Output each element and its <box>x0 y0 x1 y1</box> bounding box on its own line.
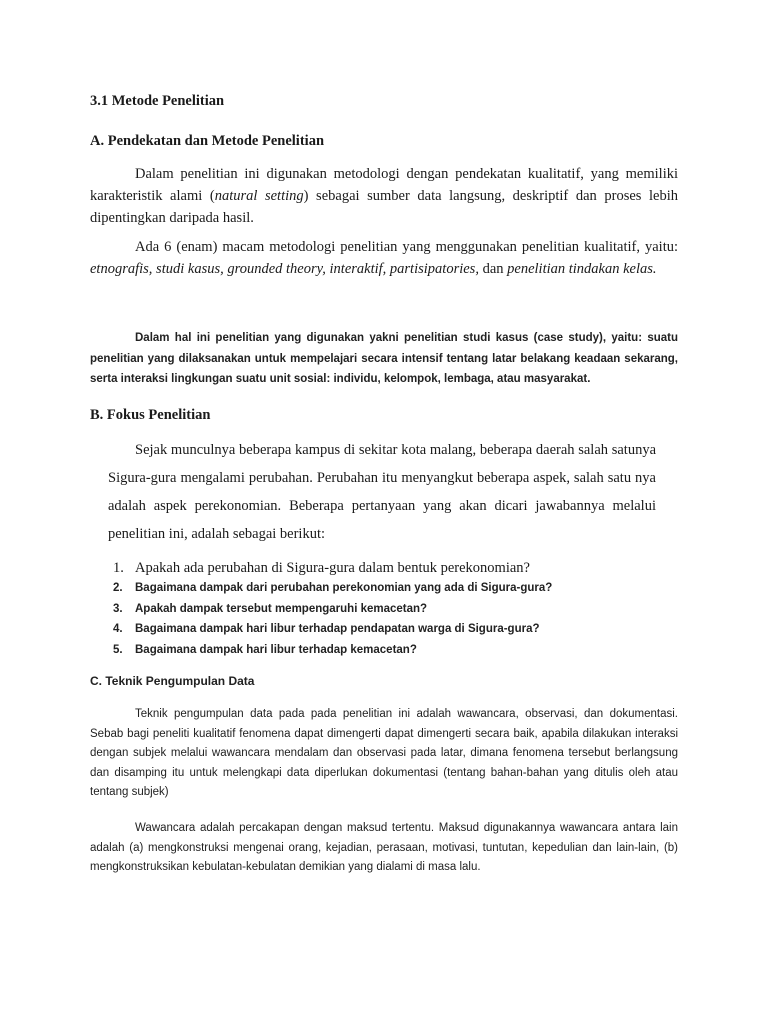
question-list <box>113 558 673 660</box>
heading-c: C. Teknik Pengumpulan Data <box>90 674 255 688</box>
paragraph-b1: Sejak munculnya beberapa kampus di sekitar kota malang, beberapa daerah salah satunya Sigura-gura mengalami perubahan. Perubahan itu menyangkut beberapa aspek, salah satu nya adalah aspek perekonomian. Beberapa pertanyaan yang akan dicari jawabannya melalui penelitian ini, adalah sebagai berikut: <box>108 442 656 542</box>
section-title: 3.1 Metode Penelitian <box>90 93 225 109</box>
list-item: 4. Bagaimana dampak hari libur terhadap pendapatan warga di Sigura-gura? <box>113 623 540 635</box>
list-item: 3. Apakah dampak tersebut mempengaruhi kemacetan? <box>113 602 428 615</box>
paragraph-a3: Dalam hal ini penelitian yang digunakan yakni penelitian studi kasus (case study), yaitu: suatu penelitian yang dilaksanakan untuk mempelajari secara intensif tentang latar belakang keadaan sekarang, serta interaksi lingkungan suatu unit sosial: individu, kelompok, lembaga, atau masyarakat. <box>90 332 678 385</box>
paragraph-c1: Teknik pengumpulan data pada pada penelitian ini adalah wawancara, observasi, dan dokumentasi. Sebab bagi peneliti kualitatif fenomena dapat dimengerti dapat dimengerti secara baik, apabila dilakukan interaksi dengan subjek melalui wawancara mendalam dan observasi pada latar, dimana fenomena tersebut berlangsung dan disamping itu untuk melengkapi data diperlukan dokumentasi (tentang bahan-bahan yang ditulis oleh atau tentang subjek) <box>90 708 678 799</box>
paragraph-a2: Ada 6 (enam) macam metodologi penelitian yang menggunakan penelitian kualitatif, yaitu: etnografis, studi kasus, grounded theory, interaktif, partisipatories, dan penelitian tindakan kelas. <box>90 239 678 277</box>
heading-b: B. Fokus Penelitian <box>90 407 211 423</box>
paragraph-a1: Dalam penelitian ini digunakan metodologi dengan pendekatan kualitatif, yang memiliki karakteristik alami (natural setting) sebagai sumber data langsung, deskriptif dan proses lebih dipentingkan daripada hasil. <box>90 166 678 226</box>
list-item: 5. Bagaimana dampak hari libur terhadap kemacetan? <box>113 643 417 656</box>
heading-a: A. Pendekatan dan Metode Penelitian <box>90 133 325 149</box>
list-item: 1. Apakah ada perubahan di Sigura-gura dalam bentuk perekonomian? <box>113 560 530 576</box>
paragraph-c2: Wawancara adalah percakapan dengan maksud tertentu. Maksud digunakannya wawancara antara lain adalah (a) mengkonstruksi mengenai orang, kejadian, perasaan, motivasi, tuntutan, kepedulian dan lain-lain, (b) mengkonstruksikan kebulatan-kebulatan demikian yang dialami di masa lalu. <box>90 822 678 874</box>
list-item: 2. Bagaimana dampak dari perubahan perekonomian yang ada di Sigura-gura? <box>113 582 553 594</box>
